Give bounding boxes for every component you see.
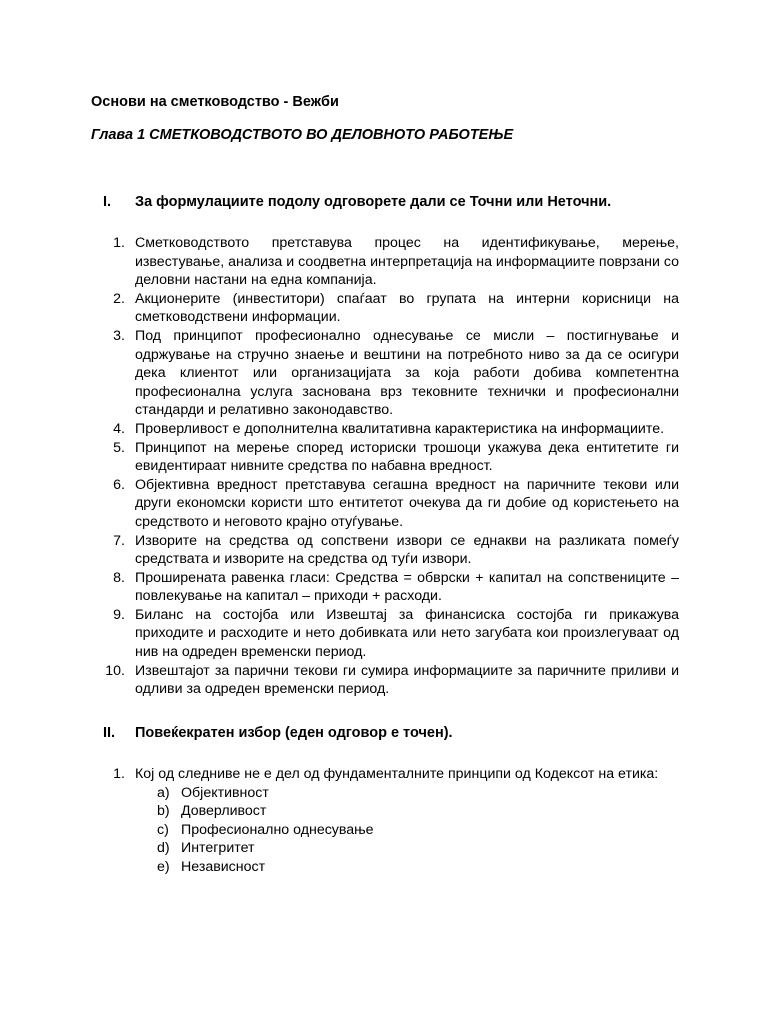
section-number: I. [103, 194, 112, 210]
item-number: 8. [113, 569, 125, 586]
item-text: Изворите на средства од сопствени извори се еднакви на разликата помеѓу средствата и изворите на средства од туѓи извори. [135, 532, 679, 568]
option-letter: c) [157, 821, 169, 838]
answer-option [91, 784, 679, 803]
answer-options-list [91, 784, 679, 877]
option-text: Независност [181, 858, 266, 875]
list-item [91, 234, 679, 290]
section-heading-text: Повеќекратен избор (еден одговор е точен). [135, 725, 453, 741]
item-number: 10. [105, 662, 125, 679]
multiple-choice-question [91, 765, 679, 877]
item-text: Проширената равенка гласи: Средства = обврски + капитал на сопствениците – повлекување на капитал – приходи + расходи. [135, 569, 679, 605]
item-number: 2. [113, 290, 125, 307]
item-number: 1. [113, 235, 125, 251]
item-text: Проверливост е дополнителна квалитативна карактеристика на информациите. [135, 420, 665, 437]
option-text: Доверливост [181, 803, 267, 820]
item-number: 5. [113, 439, 125, 456]
chapter-title: Глава 1 СМЕТКОВОДСТВОТО ВО ДЕЛОВНОТО РАБОТЕЊЕ [91, 127, 514, 143]
answer-option [91, 839, 679, 858]
list-item [91, 439, 679, 476]
document-title: Основи на сметководство - Вежби [91, 94, 339, 110]
item-number: 6. [113, 476, 125, 493]
item-number: 3. [113, 327, 125, 344]
item-text: Принципот на мерење според историски трошоци укажува дека ентитетите ги евидентираат нивните средства по набавна вредност. [135, 439, 679, 475]
item-number: 4. [113, 420, 125, 437]
list-item [91, 606, 679, 662]
option-letter: b) [157, 803, 170, 820]
list-item [91, 569, 679, 606]
option-letter: d) [157, 840, 170, 857]
list-item [91, 476, 679, 532]
item-number: 9. [113, 606, 125, 623]
section-number: II. [103, 725, 116, 741]
item-text: Под принципот професионално однесување се мисли – постигнување и одржување на стручно знаење и вештини на потребното ниво за да се осигури дека клиентот или организацијата за која работи добива компетентна професионална услуга заснована врз тековните технички и професионални стандарди и релативно законодавство. [135, 327, 679, 419]
item-text: Објективна вредност претставува сегашна вредност на паричните текови или други економски користи што ентитетот очекува да ги добие од користењето на средството и неговото крајно отуѓување. [135, 476, 679, 530]
list-item [91, 327, 679, 420]
list-item [91, 290, 679, 327]
option-letter: e) [157, 858, 170, 875]
item-text: Сметководството претставува процес на идентификување, мерење, известување, анализа и соодветна интерпретација на информациите поврзани со деловни настани на една компанија. [135, 235, 679, 289]
option-letter: a) [157, 784, 170, 801]
item-text: Акционерите (инвеститори) спаѓаат во групата на интерни корисници на сметководствени информации. [135, 290, 679, 326]
list-item [91, 420, 679, 439]
answer-option [91, 802, 679, 821]
option-text: Професионално однесување [181, 821, 374, 838]
option-text: Интегритет [181, 840, 255, 857]
section-heading-text: За формулациите подолу одговорете дали се Точни или Неточни. [135, 194, 612, 210]
answer-option [91, 858, 679, 877]
question-number: 1. [113, 766, 125, 782]
question-line [91, 765, 679, 784]
list-item [91, 532, 679, 569]
true-false-statements-list [91, 234, 679, 699]
list-item [91, 662, 679, 699]
question-text: Кој од следниве не е дел од фундаменталните принципи од Кодексот на етика: [135, 766, 659, 782]
item-number: 7. [113, 532, 125, 549]
answer-option [91, 821, 679, 840]
item-text: Биланс на состојба или Извештај за финансиска состојба ги прикажува приходите и расходите и нето добивката или нето загубата кои произлегуваат од нив на одреден временски период. [135, 606, 679, 661]
option-text: Објективност [181, 784, 269, 801]
item-text: Извештајот за парични текови ги сумира информациите за паричните приливи и одливи за одреден временски период. [135, 662, 679, 698]
